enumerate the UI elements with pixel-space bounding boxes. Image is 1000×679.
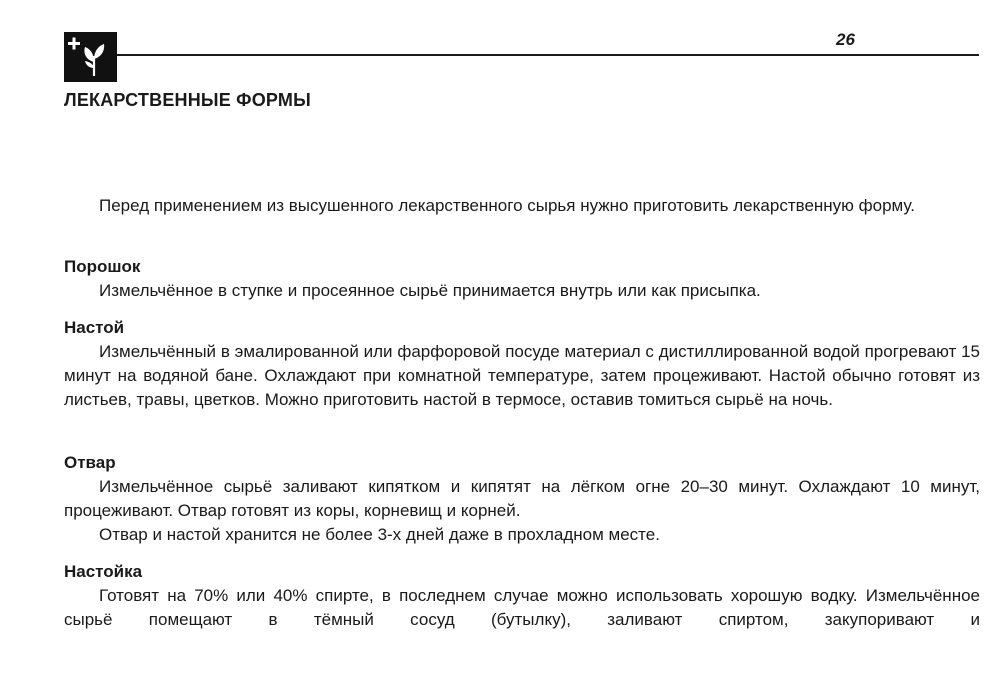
section-heading: Отвар <box>64 453 116 472</box>
intro-paragraph: Перед применением из высушенного лекарственного сырья нужно приготовить лекарственную форму. <box>99 196 915 215</box>
section-paragraph: Готовят на 70% или 40% спирте, в последнем случае можно использовать хорошую водку. Измельчённое сырьё помещают в тёмный сосуд (бутылку), заливают спиртом, закупоривают и <box>64 586 980 629</box>
section-heading: Порошок <box>64 257 141 276</box>
section-paragraph: Измельчённое в ступке и просеянное сырьё принимается внутрь или как присыпка. <box>99 281 761 300</box>
section-paragraph: Отвар и настой хранится не более 3-х дней даже в прохладном месте. <box>99 525 660 544</box>
page-number: 26 <box>836 30 855 49</box>
section-paragraph: Измельчённый в эмалированной или фарфоровой посуде материал с дистиллированной водой прогревают 15 минут на водяной бане. Охлаждают при комнатной температуре, затем процеживают. Настой обычно готовят из листьев, травы, цветков. Можно приготовить настой в термосе, оставив томиться сырьё на ночь. <box>64 342 980 409</box>
intro-block <box>64 194 980 218</box>
section-heading: Настойка <box>64 562 143 581</box>
header-rule <box>117 54 979 56</box>
section-paragraph: Измельчённое сырьё заливают кипятком и кипятят на лёгком огне 20–30 минут. Охлаждают 10 минут, процеживают. Отвар готовят из коры, корневищ и корней. <box>64 477 980 520</box>
section-decoction <box>64 451 980 547</box>
section-tincture <box>64 560 980 632</box>
section-infusion <box>64 316 980 412</box>
section-title: ЛЕКАРСТВЕННЫЕ ФОРМЫ <box>64 90 311 110</box>
section-heading: Настой <box>64 318 125 337</box>
cross-plant-icon <box>64 32 117 82</box>
section-powder <box>64 255 980 303</box>
